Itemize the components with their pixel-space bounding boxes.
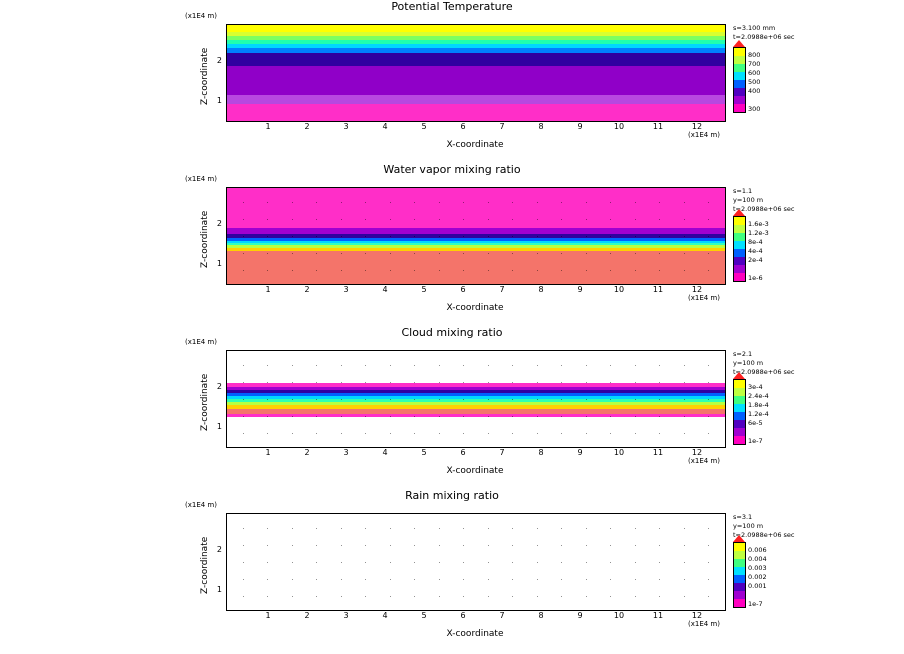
x-tick-label: 6 bbox=[460, 122, 466, 131]
y-unit-label: (x1E4 m) bbox=[185, 175, 217, 183]
panel-title: Cloud mixing ratio bbox=[401, 326, 503, 339]
colorbar bbox=[733, 47, 746, 113]
plot-area bbox=[226, 350, 726, 448]
x-tick-label: 12 bbox=[691, 448, 703, 457]
y-axis-label: Z-coordinate bbox=[200, 210, 210, 268]
x-axis-label: X-coordinate bbox=[446, 303, 504, 313]
colorbar-label: 500 bbox=[748, 78, 761, 86]
y-tick-label: 2 bbox=[216, 382, 222, 391]
colorbar-label: 1e-7 bbox=[748, 600, 763, 608]
panel-title: Potential Temperature bbox=[391, 0, 513, 13]
x-tick-label: 5 bbox=[421, 285, 427, 294]
y-tick-label: 2 bbox=[216, 219, 222, 228]
meta-line: s=3.1 bbox=[733, 513, 753, 521]
colorbar-top-arrow bbox=[733, 372, 745, 379]
colorbar-label: 3e-4 bbox=[748, 383, 763, 391]
colorbar-top-arrow bbox=[733, 209, 745, 216]
x-tick-label: 10 bbox=[613, 285, 625, 294]
x-tick-label: 12 bbox=[691, 611, 703, 620]
panel-water-vapor-mixing-ratio bbox=[0, 163, 904, 323]
y-tick-label: 1 bbox=[216, 585, 222, 594]
x-tick-label: 6 bbox=[460, 611, 466, 620]
x-tick-label: 1 bbox=[265, 122, 271, 131]
y-tick-label: 1 bbox=[216, 96, 222, 105]
x-tick-label: 3 bbox=[343, 448, 349, 457]
plot-area bbox=[226, 513, 726, 611]
x-tick-label: 6 bbox=[460, 448, 466, 457]
x-tick-label: 3 bbox=[343, 611, 349, 620]
x-tick-label: 12 bbox=[691, 285, 703, 294]
y-unit-label: (x1E4 m) bbox=[185, 338, 217, 346]
y-unit-label: (x1E4 m) bbox=[185, 12, 217, 20]
plot-grid-dots bbox=[227, 514, 725, 610]
colorbar-label: 0.001 bbox=[748, 582, 767, 590]
x-tick-label: 5 bbox=[421, 448, 427, 457]
x-tick-label: 11 bbox=[652, 448, 664, 457]
x-unit-label: (x1E4 m) bbox=[688, 457, 720, 465]
meta-line: s=2.1 bbox=[733, 350, 753, 358]
colorbar-label: 0.002 bbox=[748, 573, 767, 581]
x-tick-label: 4 bbox=[382, 122, 388, 131]
colorbar-label: 1.6e-3 bbox=[748, 220, 769, 228]
panel-title: Water vapor mixing ratio bbox=[383, 163, 521, 176]
x-tick-label: 4 bbox=[382, 285, 388, 294]
x-tick-label: 11 bbox=[652, 122, 664, 131]
panel-title: Rain mixing ratio bbox=[405, 489, 499, 502]
panel-meta bbox=[733, 24, 794, 42]
colorbar-top-arrow bbox=[733, 40, 745, 47]
plot-grid-dots bbox=[227, 351, 725, 447]
x-tick-label: 8 bbox=[538, 448, 544, 457]
colorbar-label: 300 bbox=[748, 105, 761, 113]
x-tick-label: 3 bbox=[343, 285, 349, 294]
meta-line: t=2.0988e+06 sec bbox=[733, 530, 795, 539]
colorbar-label: 8e-4 bbox=[748, 238, 763, 246]
meta-line: t=2.0988e+06 sec bbox=[733, 204, 795, 213]
plot-area bbox=[226, 24, 726, 122]
plot-area bbox=[226, 187, 726, 285]
colorbar-label: 0.006 bbox=[748, 546, 767, 554]
colorbar-label: 600 bbox=[748, 69, 761, 77]
x-unit-label: (x1E4 m) bbox=[688, 131, 720, 139]
meta-line: s=1.1 bbox=[733, 187, 753, 195]
x-tick-label: 9 bbox=[577, 122, 583, 131]
colorbar-label: 800 bbox=[748, 51, 761, 59]
colorbar-label: 1.2e-3 bbox=[748, 229, 769, 237]
x-tick-label: 5 bbox=[421, 122, 427, 131]
x-tick-label: 2 bbox=[304, 611, 310, 620]
y-axis-label: Z-coordinate bbox=[200, 47, 210, 105]
colorbar-label: 0.004 bbox=[748, 555, 767, 563]
colorbar-label: 1e-7 bbox=[748, 437, 763, 445]
panel-potential-temperature bbox=[0, 0, 904, 160]
colorbar-label: 4e-4 bbox=[748, 247, 763, 255]
x-tick-label: 7 bbox=[499, 611, 505, 620]
colorbar-label: 0.003 bbox=[748, 564, 767, 572]
y-tick-label: 2 bbox=[216, 56, 222, 65]
meta-line: y=100 m bbox=[733, 521, 764, 530]
colorbar-label: 6e-5 bbox=[748, 419, 763, 427]
colorbar-label: 700 bbox=[748, 60, 761, 68]
x-tick-label: 1 bbox=[265, 285, 271, 294]
x-tick-label: 10 bbox=[613, 611, 625, 620]
colorbar-top-arrow bbox=[733, 535, 745, 542]
y-tick-label: 1 bbox=[216, 259, 222, 268]
x-tick-label: 2 bbox=[304, 448, 310, 457]
x-tick-label: 8 bbox=[538, 285, 544, 294]
colorbar-label: 2.4e-4 bbox=[748, 392, 769, 400]
x-tick-label: 4 bbox=[382, 611, 388, 620]
x-tick-label: 7 bbox=[499, 122, 505, 131]
meta-line: y=100 m bbox=[733, 195, 764, 204]
meta-line: t=2.0988e+06 sec bbox=[733, 367, 795, 376]
x-tick-label: 2 bbox=[304, 122, 310, 131]
x-tick-label: 12 bbox=[691, 122, 703, 131]
meta-line: y=100 m bbox=[733, 358, 764, 367]
y-tick-label: 1 bbox=[216, 422, 222, 431]
plot-grid-dots bbox=[227, 188, 725, 284]
x-tick-label: 3 bbox=[343, 122, 349, 131]
colorbar-label: 1.8e-4 bbox=[748, 401, 769, 409]
colorbar bbox=[733, 216, 746, 282]
x-tick-label: 4 bbox=[382, 448, 388, 457]
x-tick-label: 6 bbox=[460, 285, 466, 294]
x-tick-label: 8 bbox=[538, 122, 544, 131]
colorbar-label: 1e-6 bbox=[748, 274, 763, 282]
x-tick-label: 10 bbox=[613, 448, 625, 457]
x-axis-label: X-coordinate bbox=[446, 466, 504, 476]
x-tick-label: 5 bbox=[421, 611, 427, 620]
colorbar-label: 400 bbox=[748, 87, 761, 95]
x-tick-label: 2 bbox=[304, 285, 310, 294]
x-tick-label: 7 bbox=[499, 285, 505, 294]
x-tick-label: 1 bbox=[265, 448, 271, 457]
y-axis-label: Z-coordinate bbox=[200, 536, 210, 594]
x-tick-label: 11 bbox=[652, 285, 664, 294]
x-unit-label: (x1E4 m) bbox=[688, 294, 720, 302]
x-tick-label: 10 bbox=[613, 122, 625, 131]
x-tick-label: 8 bbox=[538, 611, 544, 620]
x-tick-label: 7 bbox=[499, 448, 505, 457]
panel-cloud-mixing-ratio bbox=[0, 326, 904, 486]
meta-line: t=2.0988e+06 sec bbox=[733, 32, 795, 41]
x-axis-label: X-coordinate bbox=[446, 629, 504, 639]
x-tick-label: 11 bbox=[652, 611, 664, 620]
x-unit-label: (x1E4 m) bbox=[688, 620, 720, 628]
colorbar bbox=[733, 379, 746, 445]
colorbar bbox=[733, 542, 746, 608]
colorbar-label: 2e-4 bbox=[748, 256, 763, 264]
colorbar-label: 1.2e-4 bbox=[748, 410, 769, 418]
x-tick-label: 9 bbox=[577, 285, 583, 294]
x-tick-label: 9 bbox=[577, 448, 583, 457]
x-tick-label: 1 bbox=[265, 611, 271, 620]
panel-rain-mixing-ratio bbox=[0, 489, 904, 651]
y-axis-label: Z-coordinate bbox=[200, 373, 210, 431]
x-tick-label: 9 bbox=[577, 611, 583, 620]
y-tick-label: 2 bbox=[216, 545, 222, 554]
x-axis-label: X-coordinate bbox=[446, 140, 504, 150]
y-unit-label: (x1E4 m) bbox=[185, 501, 217, 509]
meta-line: s=3.100 mm bbox=[733, 24, 776, 32]
